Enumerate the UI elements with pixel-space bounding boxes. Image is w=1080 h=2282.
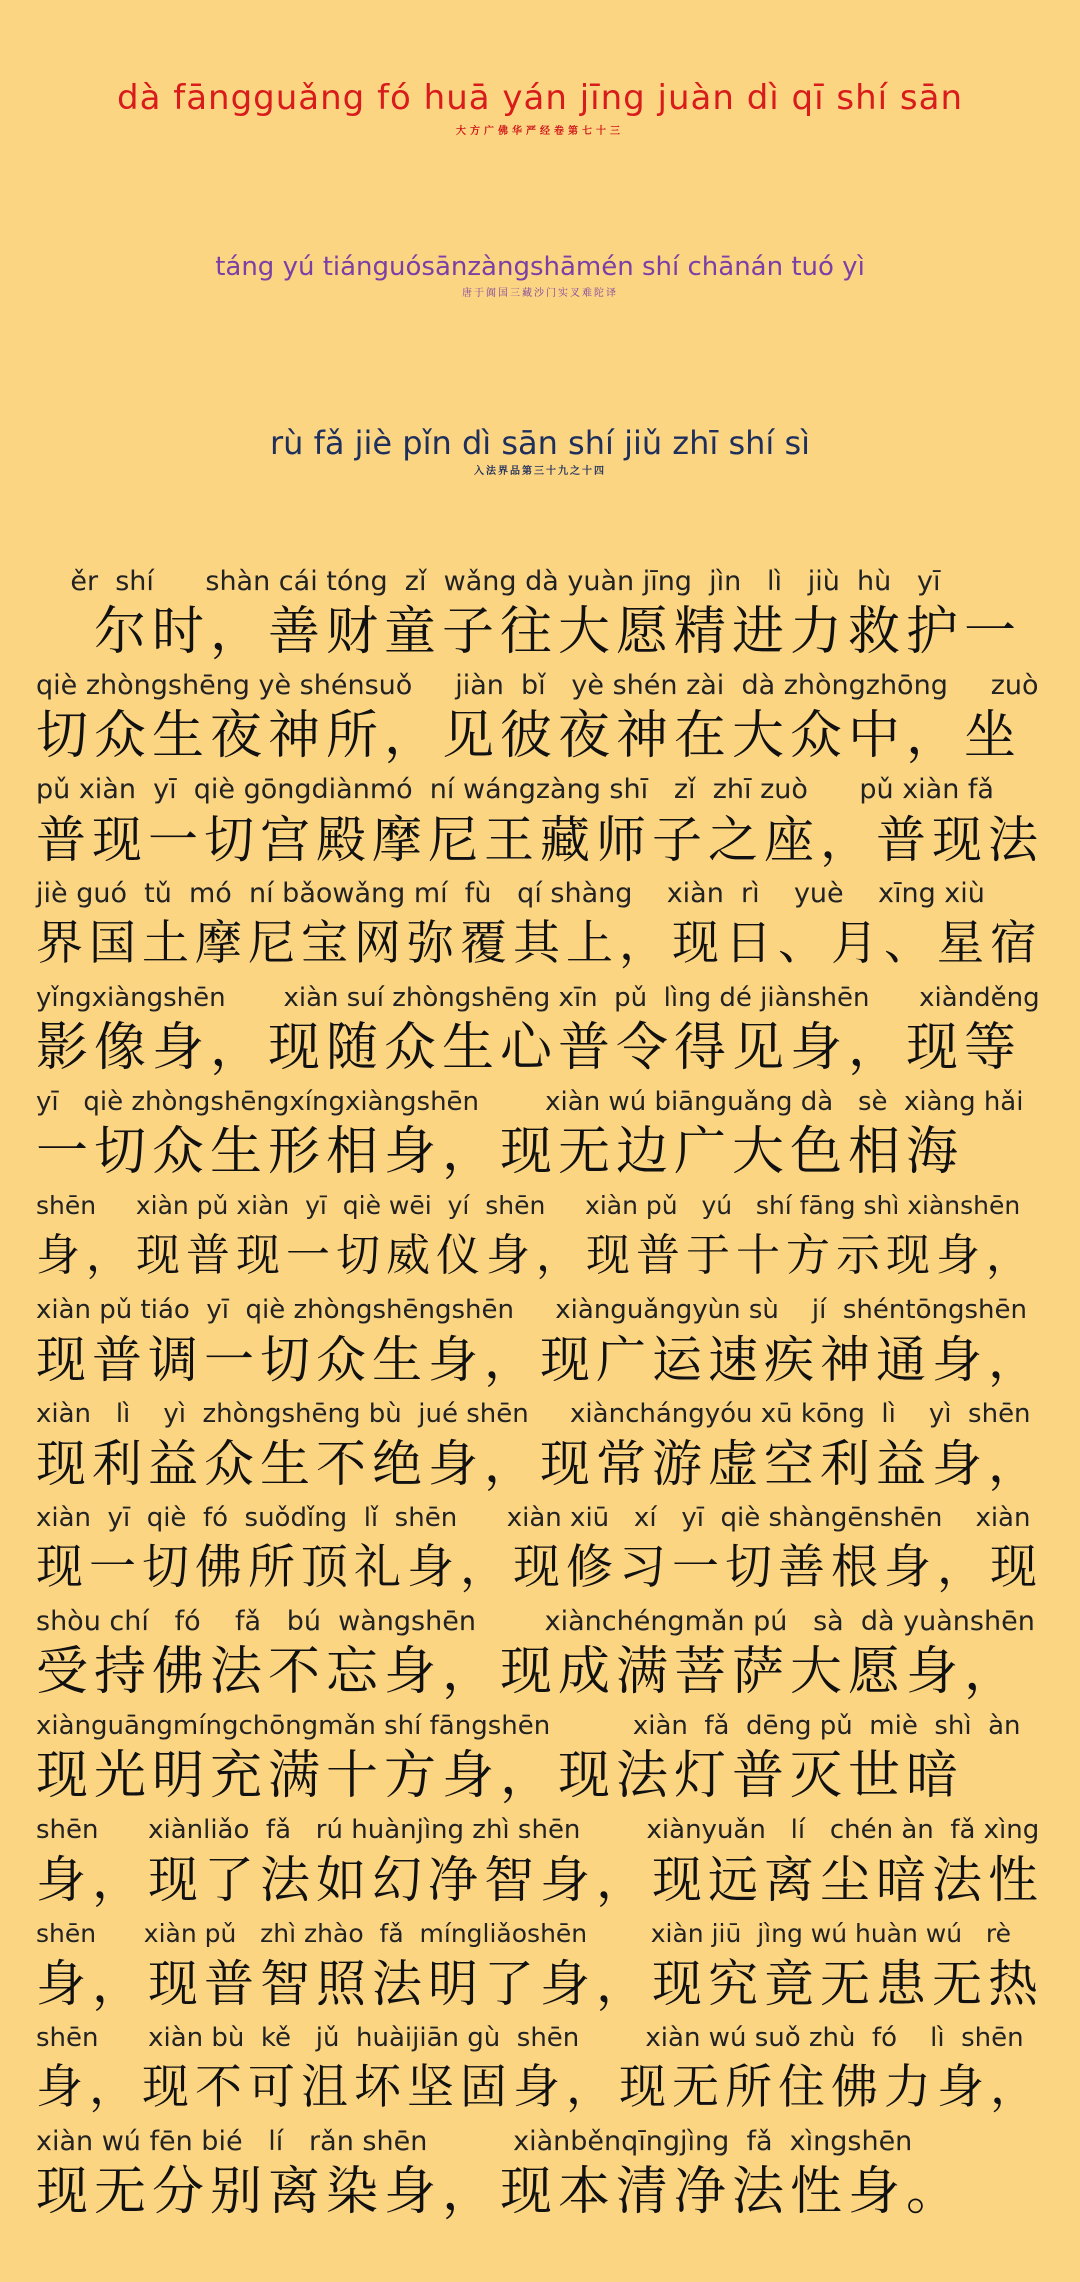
text-line: [36, 1084, 1044, 1184]
line-text: 界国土摩尼宝网弥覆其上，现日、月、星宿: [36, 916, 1043, 971]
line-text: 影像身，现随众生心普令得见身，现等: [36, 1018, 1023, 1078]
line-pinyin: xiàn wú fēn bié lí rǎn shēn xiànběnqīngjìng fǎ xìngshēn: [36, 2126, 913, 2157]
chapter-title: 入法界品第三十九之十四: [474, 466, 606, 477]
line-text: 身，现了法如幻净智身，现远离尘暗法性: [36, 1851, 1044, 1909]
line-text: 一切众生形相身，现无边广大色相海: [36, 1122, 965, 1182]
translator-line: 唐于阗国三藏沙门实叉难陀译: [462, 288, 618, 299]
line-pinyin: xiàn lì yì zhòngshēng bù jué shēn xiànchángyóu xū kōng lì yì shēn: [36, 1399, 1031, 1429]
line-pinyin: qiè zhòngshēng yè shénsuǒ jiàn bǐ yè shén zài dà zhòngzhōng zuò: [36, 670, 1039, 701]
line-text: 现利益众生不绝身，现常游虚空利益身，: [36, 1435, 1044, 1493]
line-pinyin: shòu chí fó fǎ bú wàngshēn xiànchéngmǎn pú sà dà yuànshēn: [36, 1606, 1035, 1637]
title-pinyin: dà fāngguǎng fó huā yán jīng juàn dì qī shí sān: [117, 78, 963, 118]
line-pinyin: xiàn pǔ tiáo yī qiè zhòngshēngshēn xiànguǎngyùn sù jí shéntōngshēn: [36, 1295, 1027, 1325]
line-text: 尔时，善财童子往大愿精进力救护一: [36, 602, 1023, 662]
line-pinyin: yī qiè zhòngshēngxíngxiàngshēn xiàn wú biānguǎng dà sè xiàng hǎi: [36, 1087, 1024, 1117]
line-text: 现光明充满十方身，现法灯普灭世暗: [36, 1746, 965, 1806]
line-text: 身，现普现一切威仪身，现普于十方示现身，: [36, 1230, 1036, 1281]
text-line: [36, 564, 1044, 664]
line-pinyin: shēn xiàn pǔ xiàn yī qiè wēi yí shēn xiàn pǔ yú shí fāng shì xiànshēn: [36, 1191, 1021, 1220]
text-line: [36, 1188, 1044, 1288]
text-line: [36, 1708, 1044, 1808]
text-line: [36, 772, 1044, 872]
text-line: [36, 876, 1044, 976]
line-pinyin: shēn xiàn bù kě jǔ huàijiān gù shēn xiàn wú suǒ zhù fó lì shēn: [36, 2023, 1024, 2053]
line-text: 身，现不可沮坏坚固身，现无所住佛力身，: [36, 2060, 1043, 2115]
line-pinyin: yǐngxiàngshēn xiàn suí zhòngshēng xīn pǔ lìng dé jiànshēn xiànděng: [36, 983, 1040, 1013]
line-text: 普现一切宫殿摩尼王藏师子之座，普现法: [36, 811, 1044, 869]
line-text: 受持佛法不忘身，现成满菩萨大愿身，: [36, 1642, 1023, 1702]
chapter-pinyin: rù fǎ jiè pǐn dì sān shí jiǔ zhī shí sì: [269, 424, 811, 462]
text-line: [36, 980, 1044, 1080]
text-line: [36, 1812, 1044, 1912]
line-pinyin: pǔ xiàn yī qiè gōngdiànmó ní wángzàng shī zǐ zhī zuò pǔ xiàn fǎ: [36, 774, 994, 805]
text-line: [36, 1916, 1044, 2016]
line-pinyin: shēn xiàn pǔ zhì zhào fǎ míngliǎoshēn xiàn jiū jìng wú huàn wú rè: [36, 1919, 1012, 1948]
line-pinyin: xiànguāngmíngchōngmǎn shí fāngshēn xiàn fǎ dēng pǔ miè shì àn: [36, 1711, 1021, 1741]
line-text: 现无分别离染身，现本清净法性身。: [36, 2162, 965, 2222]
text-line: [36, 1396, 1044, 1496]
line-text: 现一切佛所顶礼身，现修习一切善根身，现: [36, 1540, 1043, 1595]
line-text: 切众生夜神所，见彼夜神在大众中，坐: [36, 706, 1023, 766]
text-line: [36, 2020, 1044, 2120]
line-pinyin: jiè guó tǔ mó ní bǎowǎng mí fù qí shàng xiàn rì yuè xīng xiù: [36, 878, 985, 909]
line-pinyin: ěr shí shàn cái tóng zǐ wǎng dà yuàn jīng jìn lì jiù hù yī: [36, 566, 941, 597]
text-line: [36, 1292, 1044, 1392]
sutra-title: 大方广佛华严经卷第七十三: [456, 126, 624, 137]
text-line: [36, 2124, 1044, 2224]
translator-pinyin: táng yú tiánguósānzàngshāmén shí chānán tuó yì: [215, 252, 865, 282]
line-text: 身，现普智照法明了身，现究竟无患无热: [36, 1955, 1044, 2013]
line-text: 现普调一切众生身，现广运速疾神通身，: [36, 1331, 1044, 1389]
text-line: [36, 1604, 1044, 1704]
text-line: [36, 1500, 1044, 1600]
line-pinyin: xiàn yī qiè fó suǒdǐng lǐ shēn xiàn xiū xí yī qiè shàngēnshēn xiàn: [36, 1503, 1031, 1533]
text-line: [36, 668, 1044, 768]
line-pinyin: shēn xiànliǎo fǎ rú huànjìng zhì shēn xiànyuǎn lí chén àn fǎ xìng: [36, 1815, 1040, 1845]
